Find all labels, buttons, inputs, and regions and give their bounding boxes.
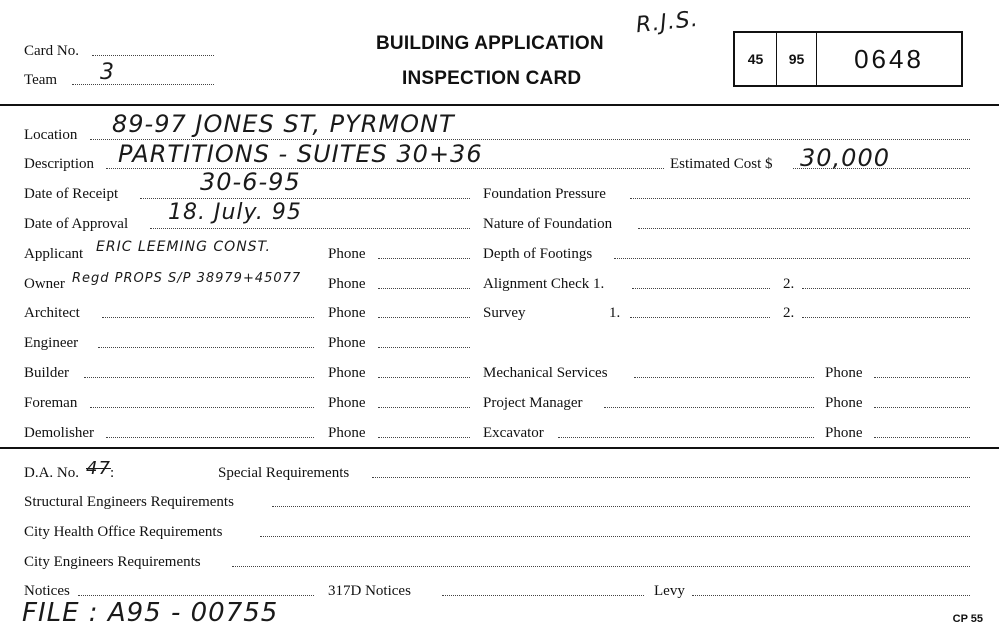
survey-2-field[interactable] — [802, 317, 970, 318]
foundation-pressure-field[interactable] — [630, 198, 970, 199]
survey-1-field[interactable] — [630, 317, 770, 318]
foreman-field[interactable] — [90, 407, 314, 408]
number-serial: 0648 — [854, 43, 924, 74]
form-title-line2: INSPECTION CARD — [402, 68, 582, 89]
owner-phone-label: Phone — [328, 276, 366, 292]
engineer-phone-field[interactable] — [378, 347, 470, 348]
architect-phone-label: Phone — [328, 305, 366, 321]
notices-317d-label: 317D Notices — [328, 583, 411, 599]
excavator-phone-label: Phone — [825, 425, 863, 441]
owner-label: Owner — [24, 276, 65, 292]
date-approval-value: 18. July. 95 — [168, 200, 302, 225]
city-engineers-label: City Engineers Requirements — [24, 554, 201, 570]
depth-footings-label: Depth of Footings — [483, 246, 593, 262]
alignment-check-1-field[interactable] — [632, 288, 770, 289]
project-manager-phone-label: Phone — [825, 395, 863, 411]
builder-phone-field[interactable] — [378, 377, 470, 378]
notices-field[interactable] — [78, 595, 314, 596]
levy-field[interactable] — [692, 595, 970, 596]
date-approval-field[interactable] — [150, 228, 470, 229]
project-manager-field[interactable] — [604, 407, 814, 408]
card-no-field[interactable] — [92, 55, 214, 56]
owner-value: Regd PROPS S/P 38979+45077 — [72, 271, 302, 286]
estimated-cost-label: Estimated Cost $ — [670, 156, 773, 172]
mechanical-services-field[interactable] — [634, 377, 814, 378]
da-no-value: 47 — [86, 458, 111, 479]
applicant-phone-field[interactable] — [378, 258, 470, 259]
city-health-label: City Health Office Requirements — [24, 524, 223, 540]
city-health-field[interactable] — [260, 536, 970, 537]
file-number-annotation: FILE : A95 - 00755 — [22, 598, 279, 628]
foreman-label: Foreman — [24, 395, 78, 411]
applicant-phone-label: Phone — [328, 246, 366, 262]
project-manager-phone-field[interactable] — [874, 407, 970, 408]
architect-field[interactable] — [102, 317, 314, 318]
description-field[interactable] — [106, 168, 664, 169]
alignment-check-2-label: 2. — [783, 276, 795, 292]
da-no-label: D.A. No. — [24, 465, 79, 481]
applicant-value: ERIC LEEMING CONST. — [96, 239, 271, 255]
header-divider — [0, 104, 999, 106]
excavator-phone-field[interactable] — [874, 437, 970, 438]
special-requirements-label: Special Requirements — [218, 465, 350, 481]
date-receipt-label: Date of Receipt — [24, 186, 119, 202]
excavator-field[interactable] — [558, 437, 814, 438]
applicant-label: Applicant — [24, 246, 84, 262]
engineer-phone-label: Phone — [328, 335, 366, 351]
team-value: 3 — [100, 60, 115, 85]
demolisher-phone-label: Phone — [328, 425, 366, 441]
foreman-phone-field[interactable] — [378, 407, 470, 408]
engineer-label: Engineer — [24, 335, 79, 351]
levy-label: Levy — [654, 583, 685, 599]
date-approval-label: Date of Approval — [24, 216, 129, 232]
survey-1-label: 1. — [609, 305, 621, 321]
structural-field[interactable] — [272, 506, 970, 507]
location-value: 89-97 JONES ST, PYRMONT — [112, 110, 455, 138]
survey-2-label: 2. — [783, 305, 795, 321]
da-no-colon: : — [110, 465, 115, 481]
estimated-cost-value: 30,000 — [800, 144, 890, 172]
alignment-check-label: Alignment Check 1. — [483, 276, 605, 292]
form-title-line1: BUILDING APPLICATION — [376, 33, 604, 54]
city-engineers-field[interactable] — [232, 566, 970, 567]
team-label: Team — [24, 72, 58, 88]
team-field[interactable] — [72, 84, 214, 85]
notices-317d-field[interactable] — [442, 595, 644, 596]
nature-foundation-field[interactable] — [638, 228, 970, 229]
initials-annotation: R.J.S. — [634, 6, 700, 39]
engineer-field[interactable] — [98, 347, 314, 348]
builder-field[interactable] — [84, 377, 314, 378]
builder-phone-label: Phone — [328, 365, 366, 381]
demolisher-phone-field[interactable] — [378, 437, 470, 438]
survey-label: Survey — [483, 305, 526, 321]
alignment-check-2-field[interactable] — [802, 288, 970, 289]
card-no-label: Card No. — [24, 43, 79, 59]
location-label: Location — [24, 127, 78, 143]
number-year-prefix: 45 — [735, 33, 777, 85]
foundation-pressure-label: Foundation Pressure — [483, 186, 606, 202]
foreman-phone-label: Phone — [328, 395, 366, 411]
date-receipt-value: 30-6-95 — [200, 168, 301, 196]
demolisher-label: Demolisher — [24, 425, 94, 441]
notices-label: Notices — [24, 583, 70, 599]
mechanical-services-label: Mechanical Services — [483, 365, 608, 381]
builder-label: Builder — [24, 365, 69, 381]
nature-foundation-label: Nature of Foundation — [483, 216, 613, 232]
depth-footings-field[interactable] — [614, 258, 970, 259]
special-requirements-field[interactable] — [372, 477, 970, 478]
main-divider — [0, 447, 999, 449]
excavator-label: Excavator — [483, 425, 544, 441]
mechanical-phone-label: Phone — [825, 365, 863, 381]
architect-phone-field[interactable] — [378, 317, 470, 318]
description-value: PARTITIONS - SUITES 30+36 — [118, 140, 483, 168]
application-number-box — [733, 31, 963, 87]
owner-phone-field[interactable] — [378, 288, 470, 289]
date-receipt-field[interactable] — [140, 198, 470, 199]
form-code: CP 55 — [952, 613, 983, 625]
description-label: Description — [24, 156, 94, 172]
project-manager-label: Project Manager — [483, 395, 583, 411]
structural-label: Structural Engineers Requirements — [24, 494, 234, 510]
architect-label: Architect — [24, 305, 80, 321]
mechanical-phone-field[interactable] — [874, 377, 970, 378]
number-year: 95 — [777, 33, 817, 85]
demolisher-field[interactable] — [106, 437, 314, 438]
